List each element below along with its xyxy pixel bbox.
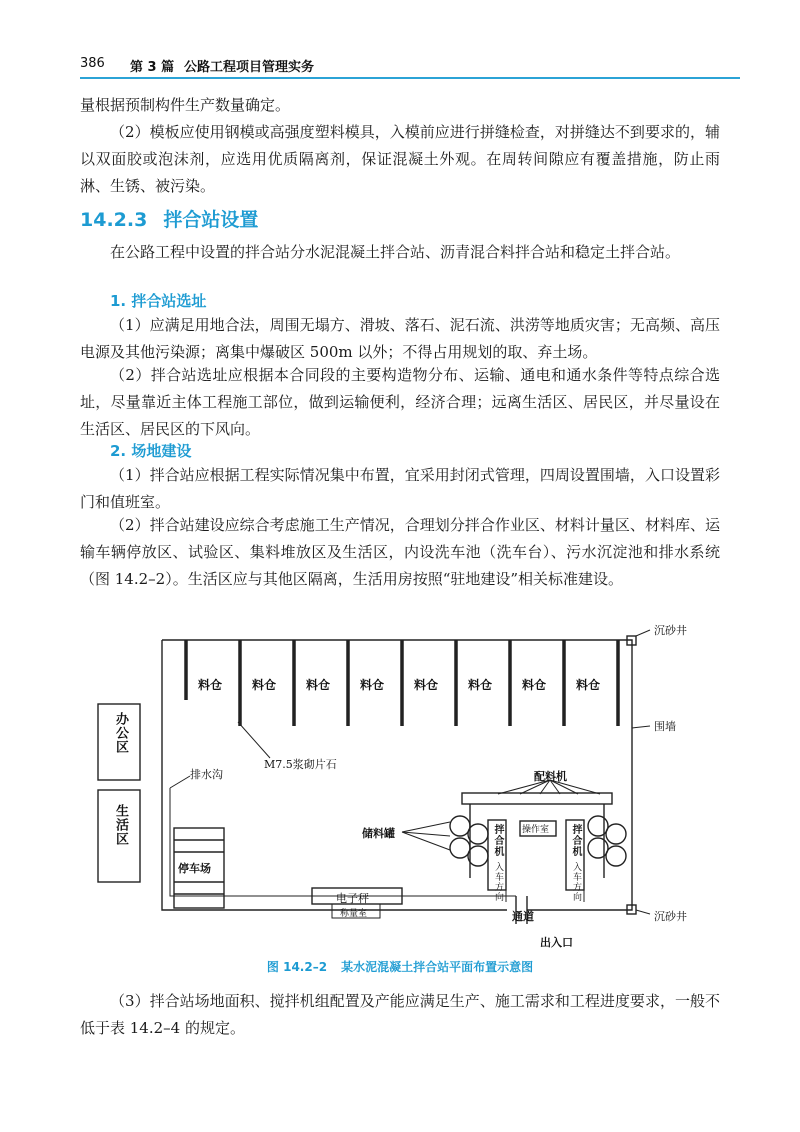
control-room-label: 操作室 [522, 825, 550, 835]
mixer-right-label: 拌合机 [570, 824, 581, 857]
section-title: 拌合站设置 [163, 209, 259, 231]
drain-label: 排水沟 [190, 768, 223, 781]
paragraph-continuation: 量根据预制构件生产数量确定。 [80, 96, 291, 114]
truck-dir-left-label: 入车方向 [493, 862, 503, 902]
page-number: 386 [80, 56, 105, 71]
figure-caption [0, 958, 800, 975]
sump-top-label: 沉砂井 [654, 624, 687, 637]
paragraph-build-3: （3）拌合站场地面积、搅拌机组配置及产能应满足生产、施工需求和工程进度要求，一般不低于表 14.2–4 的规定。 [80, 992, 720, 1037]
parking-label: 停车场 [178, 862, 211, 875]
sump-bottom-label: 沉砂井 [654, 910, 687, 923]
silos-label: 储料罐 [362, 827, 395, 840]
bin-label: 料仓 [414, 678, 439, 692]
scale-label: 电子秤 [336, 892, 369, 905]
site-layout-diagram [90, 618, 730, 958]
passage-label: 通道 [512, 910, 534, 923]
paragraph-site-1: （1）应满足用地合法，周围无塌方、滑坡、落石、泥石流、洪涝等地质灾害；无高频、高压电源及其他污染源；离集中爆破区 500m 以外；不得占用规划的取、弃土场。 [80, 316, 720, 361]
bin-label: 料仓 [576, 678, 601, 692]
subsection-site-selection: 1. 拌合站选址 [110, 292, 207, 310]
figure-title: 某水泥混凝土拌合站平面布置示意图 [341, 960, 534, 974]
book-title: 公路工程项目管理实务 [184, 60, 315, 75]
figure-number: 图 14.2–2 [266, 960, 328, 974]
office-area-label: 办公区 [113, 712, 128, 754]
paragraph-build-2: （2）拌合站建设应综合考虑施工生产情况，合理划分拌合作业区、材料计量区、材料库、运输车辆停放区、试验区、集料堆放区及生活区，内设洗车池（洗车台）、污水沉淀池和排水系统（图 14.2–2）。生活区应与其他区隔离，生活用房按照“驻地建设”相关标准建设。 [80, 516, 720, 588]
paragraph-intro: 在公路工程中设置的拌合站分水泥混凝土拌合站、沥青混合料拌合站和稳定土拌合站。 [110, 243, 681, 261]
weigh-room-label: 称量室 [340, 909, 368, 919]
header-rule [80, 77, 740, 79]
wall-label: 围墙 [654, 720, 676, 733]
living-area-label: 生活区 [113, 804, 128, 846]
bin-label: 料仓 [360, 678, 385, 692]
paragraph-formwork: （2）模板应使用钢模或高强度塑料模具，入模前应进行拼缝检查，对拼缝达不到要求的，辅以双面胶或泡沫剂，应选用优质隔离剂，保证混凝土外观。在周转间隙应有覆盖措施，防止雨淋、生锈、被污染。 [80, 123, 720, 195]
bin-label: 料仓 [198, 678, 223, 692]
masonry-label: M7.5浆砌片石 [264, 758, 337, 771]
batcher-bar [462, 793, 612, 804]
section-number: 14.2.3 [80, 209, 148, 231]
section-heading [80, 205, 258, 232]
site-layout-drawing [90, 618, 730, 958]
bin-label: 料仓 [306, 678, 331, 692]
page-header [80, 52, 740, 78]
gate-label: 出入口 [540, 936, 573, 949]
batcher-label: 配料机 [534, 770, 567, 783]
bin-label: 料仓 [468, 678, 493, 692]
paragraph-build-1: （1）拌合站应根据工程实际情况集中布置，宜采用封闭式管理，四周设置围墙，入口设置彩门和值班室。 [80, 466, 720, 511]
mixer-left-label: 拌合机 [492, 824, 503, 857]
subsection-site-construction: 2. 场地建设 [110, 442, 192, 460]
paragraph-site-2: （2）拌合站选址应根据本合同段的主要构造物分布、运输、通电和通水条件等特点综合选址，尽量靠近主体工程施工部位，做到运输便利，经济合理；远离生活区、居民区，并尽量设在生活区、居民区的下风向。 [80, 366, 720, 438]
bin-label: 料仓 [252, 678, 277, 692]
part-label: 第 3 篇 [130, 60, 175, 75]
bin-label: 料仓 [522, 678, 547, 692]
truck-dir-right-label: 入车方向 [571, 862, 581, 902]
